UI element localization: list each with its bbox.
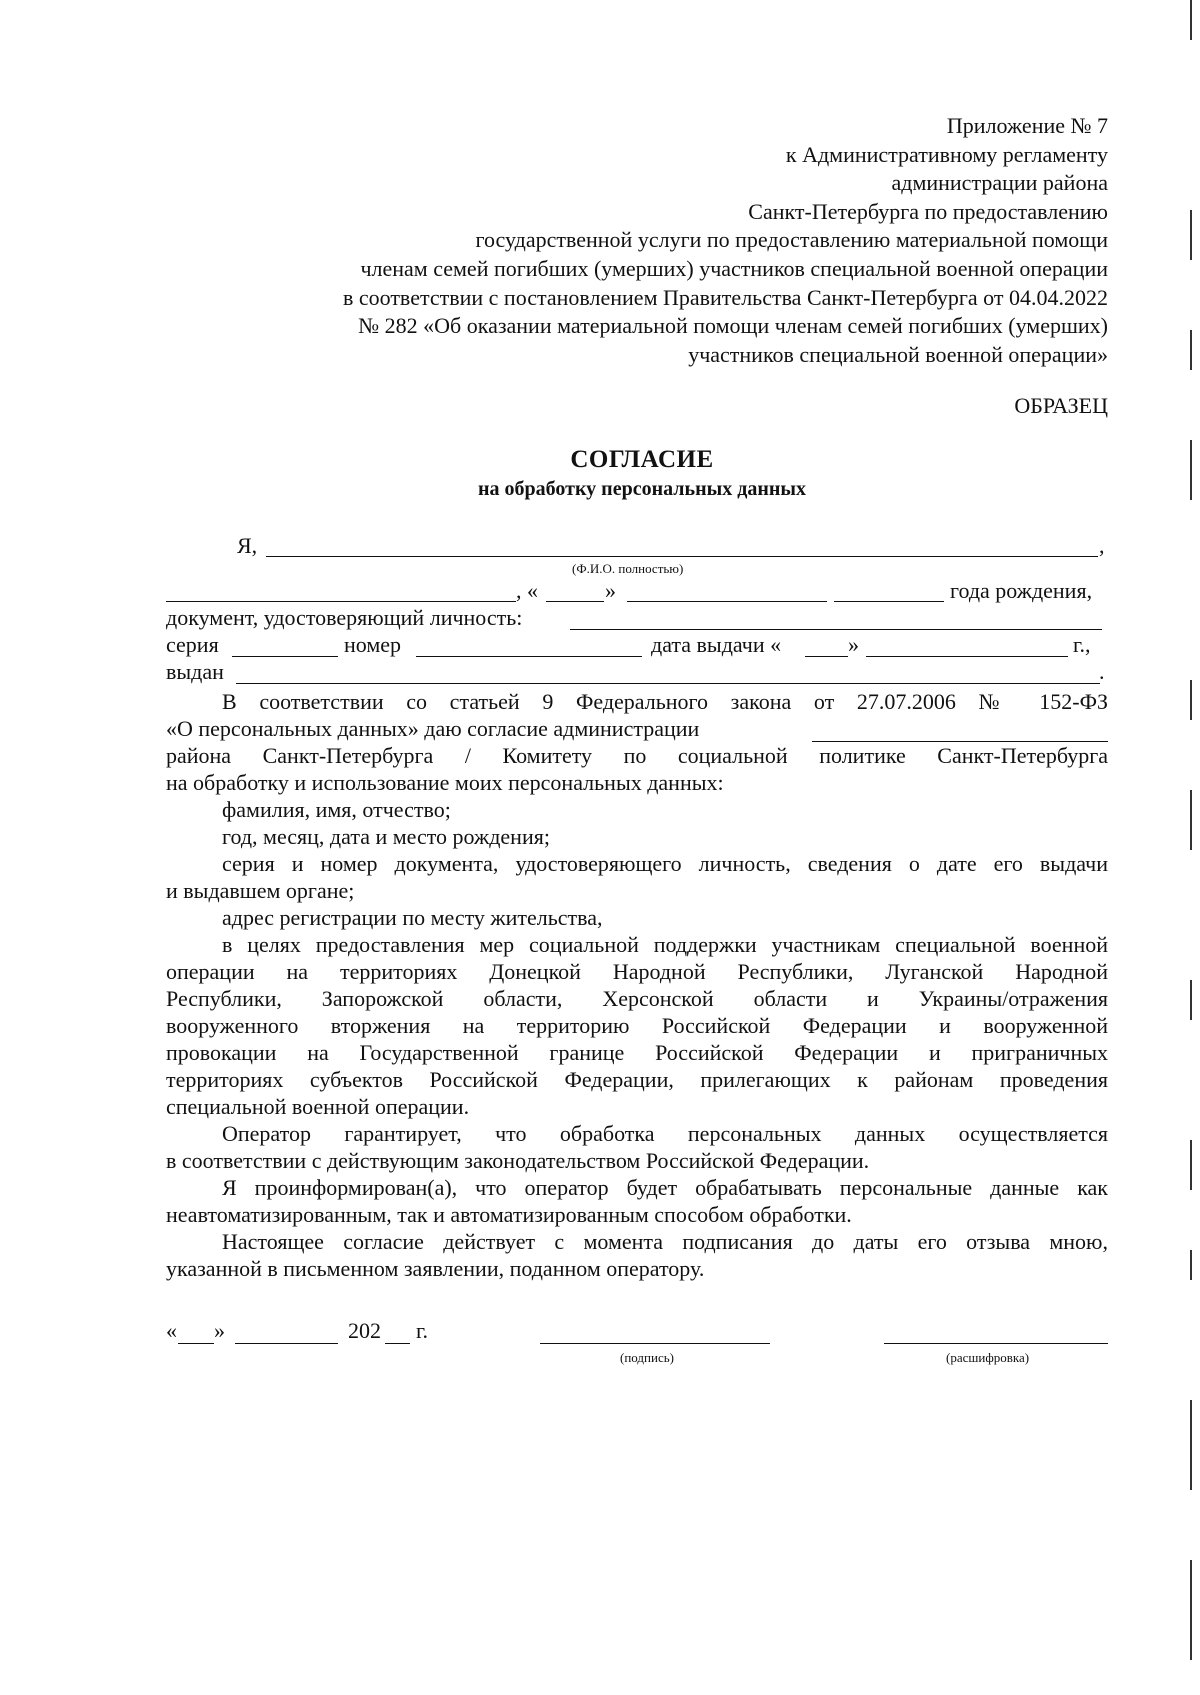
sign-month-field[interactable] (235, 1343, 338, 1344)
sign-year-suffix: г. (416, 1318, 429, 1343)
number-label: номер (344, 632, 402, 657)
appendix-header (208, 112, 1108, 369)
i-label: Я, (237, 533, 258, 558)
signature-caption: (подпись) (620, 1350, 674, 1365)
appendix-line: администрации района (891, 170, 1108, 196)
signature-field[interactable] (540, 1343, 770, 1344)
fio-comma: , (1099, 533, 1105, 558)
paragraph-line: территориях субъектов Российской Федерации, прилегающих к районам проведения (166, 1067, 1108, 1092)
issued-by-label: выдан (166, 659, 224, 684)
appendix-line: Санкт-Петербурга по предоставлению (748, 198, 1108, 224)
appendix-line: в соответствии с постановлением Правительства Санкт-Петербурга от 04.04.2022 (342, 284, 1108, 310)
birth-place-field[interactable] (166, 601, 516, 602)
birth-day-field[interactable] (546, 601, 604, 602)
fio-caption: (Ф.И.О. полностью) (572, 561, 684, 576)
issued-by-period: . (1099, 659, 1105, 684)
issued-by-field[interactable] (236, 683, 1100, 684)
birth-close-quote: » (605, 578, 616, 603)
series-label: серия (166, 632, 219, 657)
data-item: и выдавшем органе; (166, 878, 355, 903)
appendix-line: членам семей погибших (умерших) участников специальной военной операции (360, 255, 1108, 281)
document-subtitle: на обработку персональных данных (478, 478, 806, 500)
paragraph-line: В соответствии со статьей 9 Федерального закона от 27.07.2006 № 152-ФЗ (222, 689, 1108, 714)
issue-close-quote: » (848, 632, 859, 657)
sign-year-prefix: 202 (348, 1318, 381, 1343)
id-doc-label: документ, удостоверяющий личность: (166, 605, 523, 630)
birth-year-field[interactable] (834, 601, 944, 602)
appendix-line: Приложение № 7 (946, 113, 1108, 138)
paragraph-line: провокации на Государственной границе Российской Федерации и приграничных (166, 1040, 1108, 1065)
appendix-line: № 282 «Об оказании материальной помощи членам семей погибших (умерших) (358, 313, 1108, 339)
fio-field[interactable] (266, 556, 1098, 557)
issue-year-suffix: г., (1073, 632, 1091, 657)
paragraph-line: неавтоматизированным, так и автоматизированным способом обработки. (166, 1202, 852, 1227)
paragraph-line: вооруженного вторжения на территорию Российской Федерации и вооруженной (166, 1013, 1108, 1038)
appendix-line: к Административному регламенту (785, 141, 1108, 167)
paragraph-line: Настоящее согласие действует с момента подписания до даты его отзыва мною, (222, 1229, 1108, 1254)
transcript-field[interactable] (884, 1343, 1108, 1344)
transcript-caption: (расшифровка) (946, 1350, 1030, 1365)
paragraph-line: на обработку и использование моих персональных данных: (166, 770, 724, 795)
administration-name-field[interactable] (812, 741, 1108, 742)
data-item: фамилия, имя, отчество; (222, 797, 451, 822)
scan-edge-marks (1190, 0, 1194, 1695)
data-item: год, месяц, дата и место рождения; (222, 824, 550, 849)
paragraph-line: в целях предоставления мер социальной поддержки участникам специальной военной (222, 932, 1108, 957)
data-item: серия и номер документа, удостоверяющего личность, сведения о дате его выдачи (222, 851, 1108, 876)
issue-day-field[interactable] (805, 656, 848, 657)
sign-date-close-quote: » (214, 1318, 225, 1343)
birth-label: года рождения, (950, 578, 1093, 603)
sample-mark: ОБРАЗЕЦ (1014, 393, 1108, 418)
paragraph-line: Республики, Запорожской области, Херсонской области и Украины/отражения (166, 986, 1108, 1011)
appendix-line: участников специальной военной операции» (688, 341, 1108, 367)
issue-month-field[interactable] (866, 656, 1068, 657)
paragraph-line: «О персональных данных» даю согласие администрации (166, 716, 700, 741)
data-item: адрес регистрации по месту жительства, (222, 905, 603, 930)
birth-month-field[interactable] (627, 601, 827, 602)
paragraph-line: специальной военной операции. (166, 1094, 470, 1119)
sign-day-field[interactable] (178, 1343, 214, 1344)
appendix-line: государственной услуги по предоставлению материальной помощи (475, 227, 1108, 253)
series-field[interactable] (232, 656, 338, 657)
sign-year-field[interactable] (385, 1343, 410, 1344)
paragraph-line: Я проинформирован(а), что оператор будет обрабатывать персональные данные как (222, 1175, 1108, 1200)
paragraph-line: в соответствии с действующим законодательством Российской Федерации. (166, 1148, 870, 1173)
id-doc-field[interactable] (570, 629, 1102, 630)
paragraph-line: Оператор гарантирует, что обработка персональных данных осуществляется (222, 1121, 1108, 1146)
issue-date-label: дата выдачи « (651, 632, 782, 657)
number-field[interactable] (416, 656, 642, 657)
paragraph-line: операции на территориях Донецкой Народной Республики, Луганской Народной (166, 959, 1108, 984)
document-title: СОГЛАСИЕ (570, 446, 714, 473)
birth-open-quote: , « (516, 578, 538, 603)
paragraph-line: указанной в письменном заявлении, поданном оператору. (166, 1256, 705, 1281)
paragraph-line: района Санкт-Петербурга / Комитету по социальной политике Санкт-Петербурга (166, 743, 1108, 768)
sign-date-open-quote: « (166, 1318, 177, 1343)
